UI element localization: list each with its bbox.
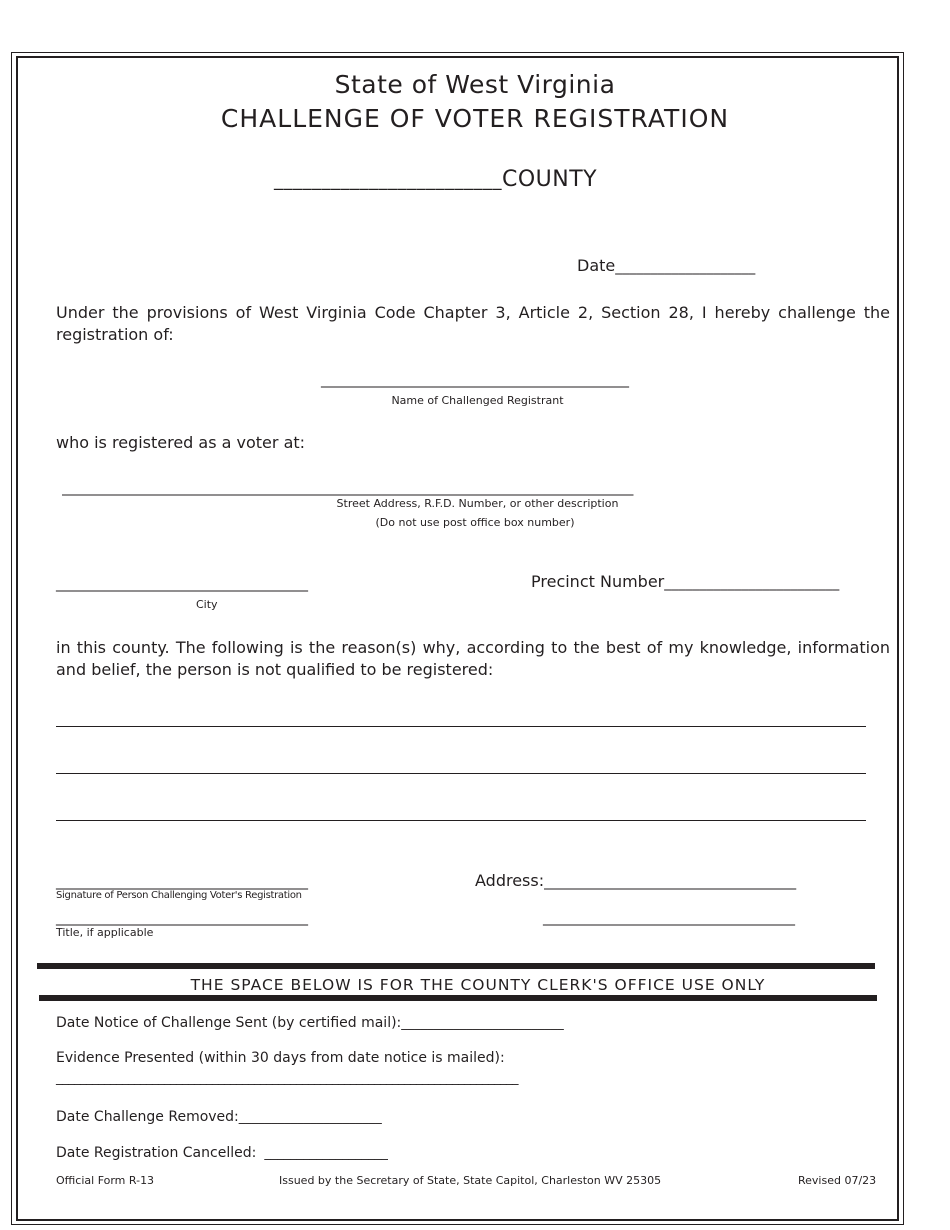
street-address-caption: Street Address, R.F.D. Number, or other description xyxy=(336,497,619,510)
street-address-note: (Do not use post office box number) xyxy=(375,516,575,529)
title-caption: Title, if applicable xyxy=(56,926,154,939)
reason-line-3[interactable] xyxy=(56,820,866,821)
evidence-blank[interactable]: _____________________________________________________________________________ xyxy=(56,1071,518,1086)
precinct-field xyxy=(531,572,839,591)
date-field xyxy=(577,256,755,275)
registrant-caption: Name of Challenged Registrant xyxy=(391,394,564,407)
footer-issued-by: Issued by the Secretary of State, State Capitol, Charleston WV 25305 xyxy=(279,1174,662,1187)
removed-blank[interactable]: ______________________ xyxy=(238,1110,382,1125)
footer-form-number: Official Form R-13 xyxy=(56,1174,155,1187)
notice-label: Date Notice of Challenge Sent (by certified mail): xyxy=(56,1015,402,1031)
title-blank[interactable]: ____________________________________ xyxy=(56,910,308,926)
reason-paragraph: in this county. The following is the reason(s) why, according to the best of my knowledge, information and belief, the person is not qualified to be registered: xyxy=(56,638,890,679)
precinct-blank[interactable]: _________________________ xyxy=(664,575,840,591)
registered-text: who is registered as a voter at: xyxy=(56,433,306,452)
address-field xyxy=(475,871,796,890)
county-label: COUNTY xyxy=(502,167,598,192)
evidence-label: Evidence Presented (within 30 days from date notice is mailed): xyxy=(56,1050,505,1066)
cancelled-label: Date Registration Cancelled: xyxy=(56,1145,257,1161)
street-address-blank[interactable]: ____________________________________________________________________________________ xyxy=(62,480,634,496)
precinct-label: Precinct Number xyxy=(531,572,665,591)
footer-revised: Revised 07/23 xyxy=(798,1174,877,1187)
clerk-section-heading: THE SPACE BELOW IS FOR THE COUNTY CLERK'S OFFICE USE ONLY xyxy=(190,976,766,994)
city-caption: City xyxy=(196,598,218,611)
reason-line-2[interactable] xyxy=(56,773,866,774)
signature-caption: Signature of Person Challenging Voter's Registration xyxy=(56,890,302,901)
address-label: Address: xyxy=(475,871,545,890)
notice-blank[interactable]: _________________________ xyxy=(401,1016,564,1031)
form-title: CHALLENGE OF VOTER REGISTRATION xyxy=(220,104,730,133)
removed-field xyxy=(56,1109,382,1125)
address-blank[interactable]: ____________________________________ xyxy=(544,874,797,890)
address-blank-2[interactable]: ____________________________________ xyxy=(543,910,795,926)
county-line xyxy=(274,167,597,192)
removed-label: Date Challenge Removed: xyxy=(56,1109,239,1125)
intro-paragraph: Under the provisions of West Virginia Code Chapter 3, Article 2, Section 28, I hereby challenge the registration of: xyxy=(56,303,890,344)
city-blank[interactable]: ____________________________________ xyxy=(56,576,308,592)
date-blank[interactable]: ____________________ xyxy=(615,259,756,275)
date-label: Date xyxy=(577,256,616,275)
state-heading: State of West Virginia xyxy=(334,70,616,99)
signature-blank[interactable]: ____________________________________ xyxy=(56,874,308,890)
cancelled-blank[interactable]: ___________________ xyxy=(264,1146,388,1161)
notice-field xyxy=(56,1015,564,1031)
clerk-section-top-bar xyxy=(37,963,875,969)
cancelled-field xyxy=(56,1145,388,1161)
reason-line-1[interactable] xyxy=(56,726,866,727)
county-blank[interactable]: ________________________ xyxy=(274,170,502,191)
clerk-section-bottom-bar xyxy=(39,995,877,1001)
registrant-blank[interactable]: ____________________________________________ xyxy=(321,372,629,388)
